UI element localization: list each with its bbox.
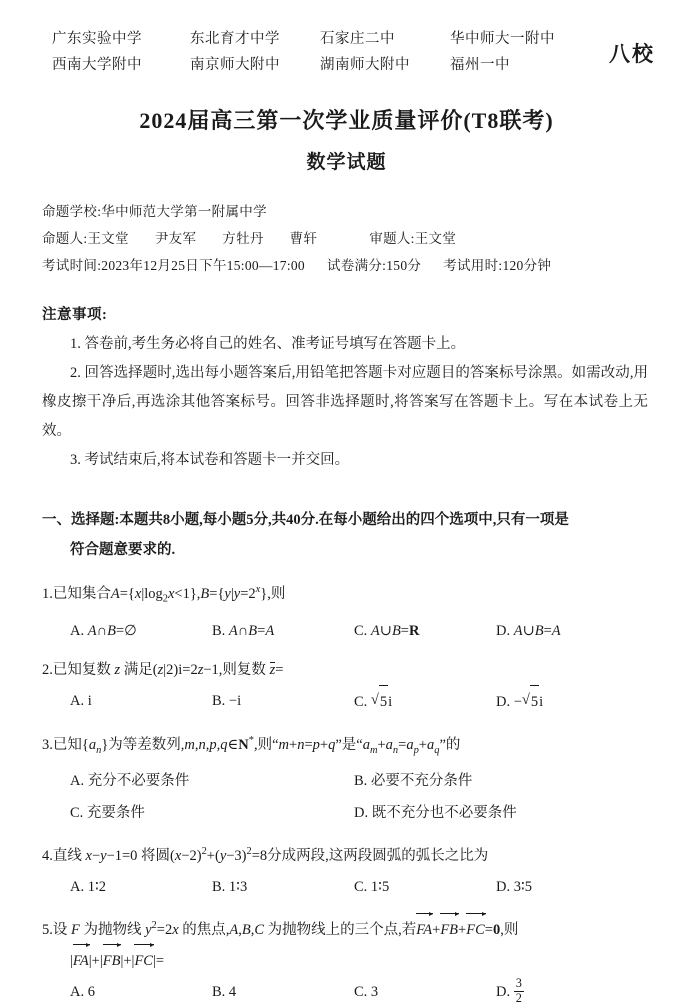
option-d[interactable]: D. − √ 5i xyxy=(496,685,638,718)
option-a[interactable]: A. 6 xyxy=(70,984,95,1001)
meta-value-reviewer: 王文堂 xyxy=(414,231,457,246)
school-name: 东北育才中学 xyxy=(190,31,280,47)
meta-line-school xyxy=(42,198,693,225)
question-list xyxy=(42,575,654,1008)
exam-notes xyxy=(42,301,648,475)
meta-author: 王文堂 xyxy=(87,231,129,246)
question-5-stem: 5.设 F 为抛物线 $y^2=2x$ 的焦点,A,B,C 为抛物线上的三个点,若FA+FB+FC=0,则 xyxy=(42,911,654,945)
question-1 xyxy=(42,575,654,647)
meta-label-school: 命题学校: xyxy=(42,204,102,219)
question-4 xyxy=(42,837,654,903)
eight-schools-badge: 八校 xyxy=(609,42,655,66)
question-5-options xyxy=(42,976,654,1008)
question-number: 1. xyxy=(42,585,53,602)
school-name: 石家庄二中 xyxy=(320,31,395,47)
school-name-rows xyxy=(52,26,609,78)
school-name: 福州一中 xyxy=(450,57,510,73)
meta-label-reviewer: 审题人: xyxy=(369,231,415,246)
question-4-options xyxy=(42,871,654,903)
meta-line-timing xyxy=(42,252,693,279)
meta-author: 尹友军 xyxy=(154,231,197,246)
option-d[interactable]: D. 既不充分也不必要条件 xyxy=(354,805,517,822)
meta-line-authors xyxy=(42,225,693,252)
school-row-1 xyxy=(52,26,609,52)
question-number: 4. xyxy=(42,848,53,865)
meta-value-score: 150分 xyxy=(386,258,422,273)
question-3-options-row2 xyxy=(42,797,654,829)
school-row-2 xyxy=(52,52,609,78)
meta-value-duration: 120分钟 xyxy=(502,258,552,273)
school-name: 西南大学附中 xyxy=(52,57,142,73)
meta-label-duration: 考试用时: xyxy=(443,258,503,273)
option-c[interactable]: C. A∪B=R xyxy=(354,622,420,639)
question-3-options-row1 xyxy=(42,765,654,797)
question-1-options xyxy=(42,615,654,647)
option-b[interactable]: B. A∩B=A xyxy=(212,622,275,639)
option-c[interactable]: C. √ 5i xyxy=(354,685,496,718)
meta-author: 方牡丹 xyxy=(222,231,264,246)
school-header xyxy=(0,0,693,78)
question-2-stem: 2.已知复数 z 满足(z|2)i=2z−1,则复数 z= xyxy=(42,661,284,678)
question-3-stem: 3.已知$\{a_n\}$为等差数列,m,n,p,q∈N*,则“m+n=p+q”是“$a_m+a_n=a_p+a_q$”的 xyxy=(42,734,461,756)
option-a[interactable]: A. 充分不必要条件 xyxy=(70,773,190,790)
question-4-stem: 4.直线 x−y−1=0 将圆$(x-2)^2+(y-3)^2=8$分成两段,这两段圆弧的弧长之比为 xyxy=(42,846,489,865)
meta-value-time: 2023年12月25日下午15:00—17:00 xyxy=(101,258,305,273)
note-item: 1. 答卷前,考生务必将自己的姓名、准考证号填写在答题卡上。 xyxy=(70,336,466,352)
question-2-options xyxy=(42,685,654,718)
question-number: 2. xyxy=(42,661,53,678)
question-1-stem: 1.已知集合$A=\{x|\log_2x<1\},B=\{y|y=2^x\}$,则 xyxy=(42,584,286,605)
option-b[interactable]: B. 4 xyxy=(212,984,237,1001)
school-name: 南京师大附中 xyxy=(190,57,280,73)
option-d[interactable]: D. 3∶5 xyxy=(496,879,532,896)
page-subtitle: 数学试题 xyxy=(306,152,387,173)
notes-title: 注意事项: xyxy=(42,307,108,323)
question-5-stem-cont: |FA|+|FB|+|FC|= xyxy=(42,945,654,976)
meta-label-authors: 命题人: xyxy=(42,231,88,246)
question-5 xyxy=(42,911,654,1008)
meta-label-score: 试卷满分: xyxy=(326,258,387,273)
option-a[interactable]: A. 1∶2 xyxy=(70,879,106,896)
page-title: 2024届高三第一次学业质量评价(T8联考) xyxy=(139,108,554,133)
option-c[interactable]: C. 1∶5 xyxy=(354,879,390,896)
section-label: 一、选择题: xyxy=(42,512,120,528)
meta-label-time: 考试时间: xyxy=(42,258,102,273)
section-description: 本题共8小题,每小题5分,共40分.在每小题给出的四个选项中,只有一项是 xyxy=(119,512,569,528)
school-name: 湖南师大附中 xyxy=(320,57,410,73)
option-b[interactable]: B. 必要不充分条件 xyxy=(354,773,473,790)
question-number: 5. xyxy=(42,922,53,939)
question-2 xyxy=(42,655,654,718)
meta-value-school: 华中师范大学第一附属中学 xyxy=(101,204,267,219)
option-c[interactable]: C. 3 xyxy=(354,984,379,1001)
section-heading xyxy=(42,505,648,565)
exam-meta xyxy=(42,198,693,279)
school-name: 华中师大一附中 xyxy=(450,31,555,47)
option-d[interactable]: D. A∪B=A xyxy=(496,622,561,639)
option-c[interactable]: C. 充要条件 xyxy=(70,805,145,822)
option-b[interactable]: B. 1∶3 xyxy=(212,879,248,896)
section-description-cont: 符合题意要求的. xyxy=(70,542,176,558)
note-item: 3. 考试结束后,将本试卷和答题卡一并交回。 xyxy=(70,452,350,468)
school-name: 广东实验中学 xyxy=(52,31,142,47)
question-3 xyxy=(42,726,654,830)
note-item: 2. 回答选择题时,选出每小题答案后,用铅笔把答题卡对应题目的答案标号涂黑。如需改动,用橡皮擦干净后,再选涂其他答案标号。回答非选择题时,将答案写在答题卡上。写在本试卷上无效。 xyxy=(42,365,648,439)
option-a[interactable]: A. A∩B=∅ xyxy=(70,622,137,639)
option-a[interactable]: A. i xyxy=(70,692,92,709)
meta-author: 曹轩 xyxy=(289,231,318,246)
option-b[interactable]: B. −i xyxy=(212,692,242,709)
question-number: 3. xyxy=(42,736,53,753)
option-d[interactable]: D. $\frac{3}{2}$ xyxy=(496,975,522,1005)
